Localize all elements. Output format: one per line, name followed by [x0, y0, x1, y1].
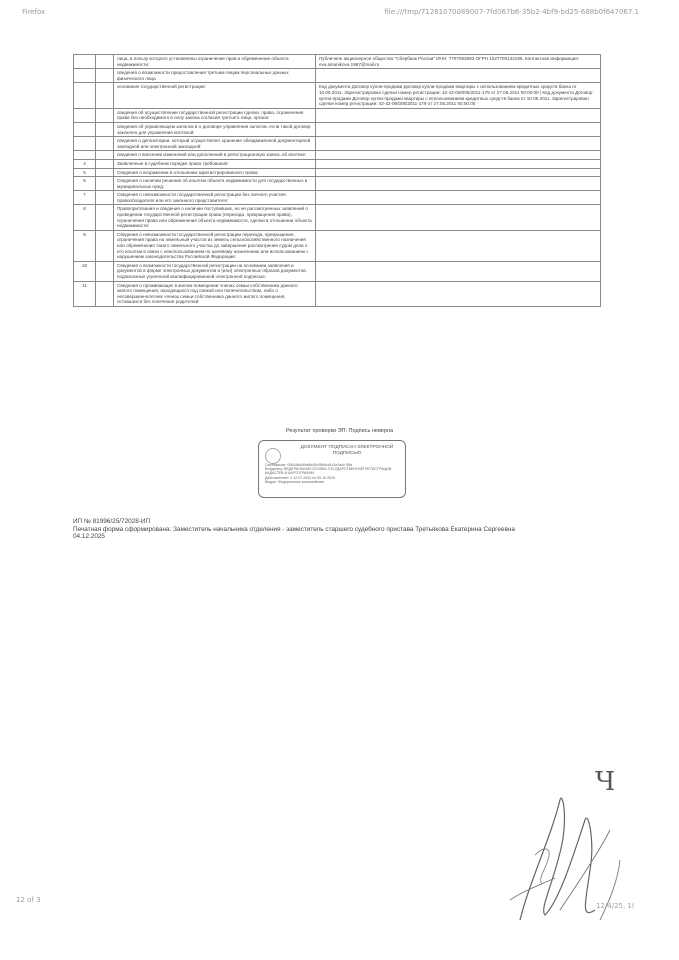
row-value	[316, 205, 601, 230]
row-number	[74, 69, 96, 83]
stamp-line: Владелец: ФЕДЕРАЛЬНАЯ СЛУЖБА ГОСУДАРСТВЕННОЙ РЕГИСТРАЦИИ, КАДАСТРА И КАРТОГРАФИИ	[265, 467, 393, 476]
spacer-cell	[96, 230, 114, 261]
spacer-cell	[96, 205, 114, 230]
spacer-cell	[96, 83, 114, 108]
row-value	[316, 108, 601, 122]
spacer-cell	[96, 261, 114, 281]
row-number: 7	[74, 191, 96, 205]
row-label: Сведения о возможности государственной регистрации на основании заявления и документов в форме электронных документов и (или) электронных образов документов, подписанных усиленной квалифицированной электронной подписью:	[114, 261, 316, 281]
table-row	[74, 122, 601, 136]
row-value	[316, 137, 601, 151]
row-value: Публичное акционерное общество "Сбербанк России" ИНН: 7707083893 ОГРН 1027700132195. Контактная информация: eva.sinanikova.1967@mail.ru	[316, 55, 601, 69]
row-label: Сведения о невозможности государственной регистрации перехода, прекращения, ограничения права на земельный участок из земель сельскохозяйственного назначения или обременения такого земельного участка до завершения рассмотрения судом дела о его изъятии в связи с неиспользованием по целевому назначению или использованием с нарушением законодательства Российской Федерации:	[114, 230, 316, 261]
spacer-cell	[96, 122, 114, 136]
table-row	[74, 281, 601, 306]
row-value	[316, 168, 601, 177]
spacer-cell	[96, 55, 114, 69]
table-row	[74, 230, 601, 261]
browser-name: Firefox	[22, 8, 46, 16]
table-row	[74, 205, 601, 230]
spacer-cell	[96, 168, 114, 177]
stamp-line: Выдан: Федеральное казначейство	[265, 479, 325, 484]
table-row	[74, 261, 601, 281]
row-label: Сведения о возражении в отношении зарегистрированного права:	[114, 168, 316, 177]
row-label: лица, в пользу которого установлены ограничение прав и обременение объекта недвижимости:	[114, 55, 316, 69]
stamp-line: Действителен: с 12.07.2024 по 05.10.2025	[265, 475, 336, 480]
verification-block	[0, 428, 679, 434]
row-label: Правопритязания и сведения о наличии поступивших, но не рассмотренных заявлений о проведении государственной регистрации права (перехода, прекращения права), ограничения права или обременения объекта недвижимости, сделки в отношении объекта недвижимости:	[114, 205, 316, 230]
row-value	[316, 261, 601, 281]
table-row	[74, 55, 601, 69]
spacer-cell	[96, 151, 114, 160]
row-label: сведения о внесении изменений или дополнений в регистрационную запись об ипотеке:	[114, 151, 316, 160]
ip-number: ИП № 81996/25/72028-ИП	[73, 518, 151, 525]
spacer-cell	[96, 108, 114, 122]
row-label: Сведения о наличии решения об изъятии объекта недвижимости для государственных и муниципальных нужд:	[114, 177, 316, 191]
row-number	[74, 122, 96, 136]
row-label: Заявленные в судебном порядке права требования:	[114, 159, 316, 168]
row-number: 8	[74, 205, 96, 230]
row-value	[316, 281, 601, 306]
row-number: 9	[74, 230, 96, 261]
table-row	[74, 83, 601, 108]
spacer-cell	[96, 281, 114, 306]
margin-note: Ч	[595, 767, 616, 797]
row-number: 10	[74, 261, 96, 281]
spacer-cell	[96, 69, 114, 83]
row-value	[316, 151, 601, 160]
table-row	[74, 177, 601, 191]
row-label: сведения о депозитарии, который осуществляет хранение обездвиженной документарной закладной или электронной закладной:	[114, 137, 316, 151]
row-value	[316, 230, 601, 261]
row-value	[316, 191, 601, 205]
footer-info	[73, 518, 613, 541]
row-value	[316, 159, 601, 168]
table-row	[74, 108, 601, 122]
printed-by: Печатная форма сформирована: Заместитель начальника отделения - заместитель старшего судебного пристава Третьякова Екатерина Сергеевна	[73, 525, 515, 533]
file-url: file:///tmp/71281070089007-7fd067b6-35b2-4bf9-bd25-688b0f647067.1	[384, 8, 639, 16]
table-row	[74, 151, 601, 160]
row-number	[74, 83, 96, 108]
row-number: 4	[74, 159, 96, 168]
row-number	[74, 137, 96, 151]
row-label: основание государственной регистрации:	[114, 83, 316, 108]
row-number: 11	[74, 281, 96, 306]
print-date: 04.12.2025	[73, 533, 105, 540]
spacer-cell	[96, 137, 114, 151]
row-number: 5	[74, 168, 96, 177]
row-label: сведения об осуществлении государственной регистрации сделки, права, ограничения права без необходимого в силу закона согласия третьего лица, органа:	[114, 108, 316, 122]
row-label: сведения об управляющем залогом и о договоре управления залогом, если такой договор заключен для управления ипотекой:	[114, 122, 316, 136]
table-row	[74, 159, 601, 168]
row-number: 6	[74, 177, 96, 191]
stamp-line: Сертификат: 00b2d8c6f9a8d40c08b5cd1c3e3a4c7f6a	[265, 463, 353, 467]
spacer-cell	[96, 191, 114, 205]
emblem-icon	[265, 448, 281, 464]
row-value: Код документа Договор купли-продажи Договор купли-продажи квартиры с использованием кредитных средств банка от 10.05.2011. Зарегистрирован сделки номер регистрации: 42-42-06/005/2011-179 от 27.05.2011 00:00:00 | Код документа Договор купли-продажи Договор купли-продажи квартиры с использованием кредитных средств банка от 10.05.2011. Зарегистрирован сделки номер регистрации: 42-42-06/005/2011-179 от 27.05.2011 00:00:00	[316, 83, 601, 108]
signature-verification-result: Результат проверки ЭП: Подпись неверна	[285, 428, 394, 434]
row-value	[316, 122, 601, 136]
row-value	[316, 69, 601, 83]
row-number	[74, 151, 96, 160]
page-number: 12 of 3	[16, 896, 41, 904]
table-row	[74, 168, 601, 177]
row-label: сведения о возможности предоставления третьим лицам персональных данных физического лица	[114, 69, 316, 83]
row-number	[74, 55, 96, 69]
spacer-cell	[96, 177, 114, 191]
row-label: Сведения о невозможности государственной регистрации без личного участия правообладателя или его законного представителя:	[114, 191, 316, 205]
table-row	[74, 137, 601, 151]
spacer-cell	[96, 159, 114, 168]
registry-extract-table	[73, 54, 601, 307]
print-timestamp: 12/4/25, 1(	[596, 902, 635, 910]
stamp-details	[265, 463, 399, 484]
stamp-title: ДОКУМЕНТ ПОДПИСАН ЭЛЕКТРОННОЙ ПОДПИСЬЮ	[300, 445, 394, 456]
row-label: Сведения о проживающих в жилом помещении членах семьи собственника данного жилого помещения, находящихся под опекой или попечительством, либо о несовершеннолетних членах семьи собственника данного жилого помещения, оставшихся без попечения родителей:	[114, 281, 316, 306]
table-row	[74, 69, 601, 83]
row-value	[316, 177, 601, 191]
electronic-signature-stamp	[258, 440, 406, 498]
table-row	[74, 191, 601, 205]
row-number	[74, 108, 96, 122]
